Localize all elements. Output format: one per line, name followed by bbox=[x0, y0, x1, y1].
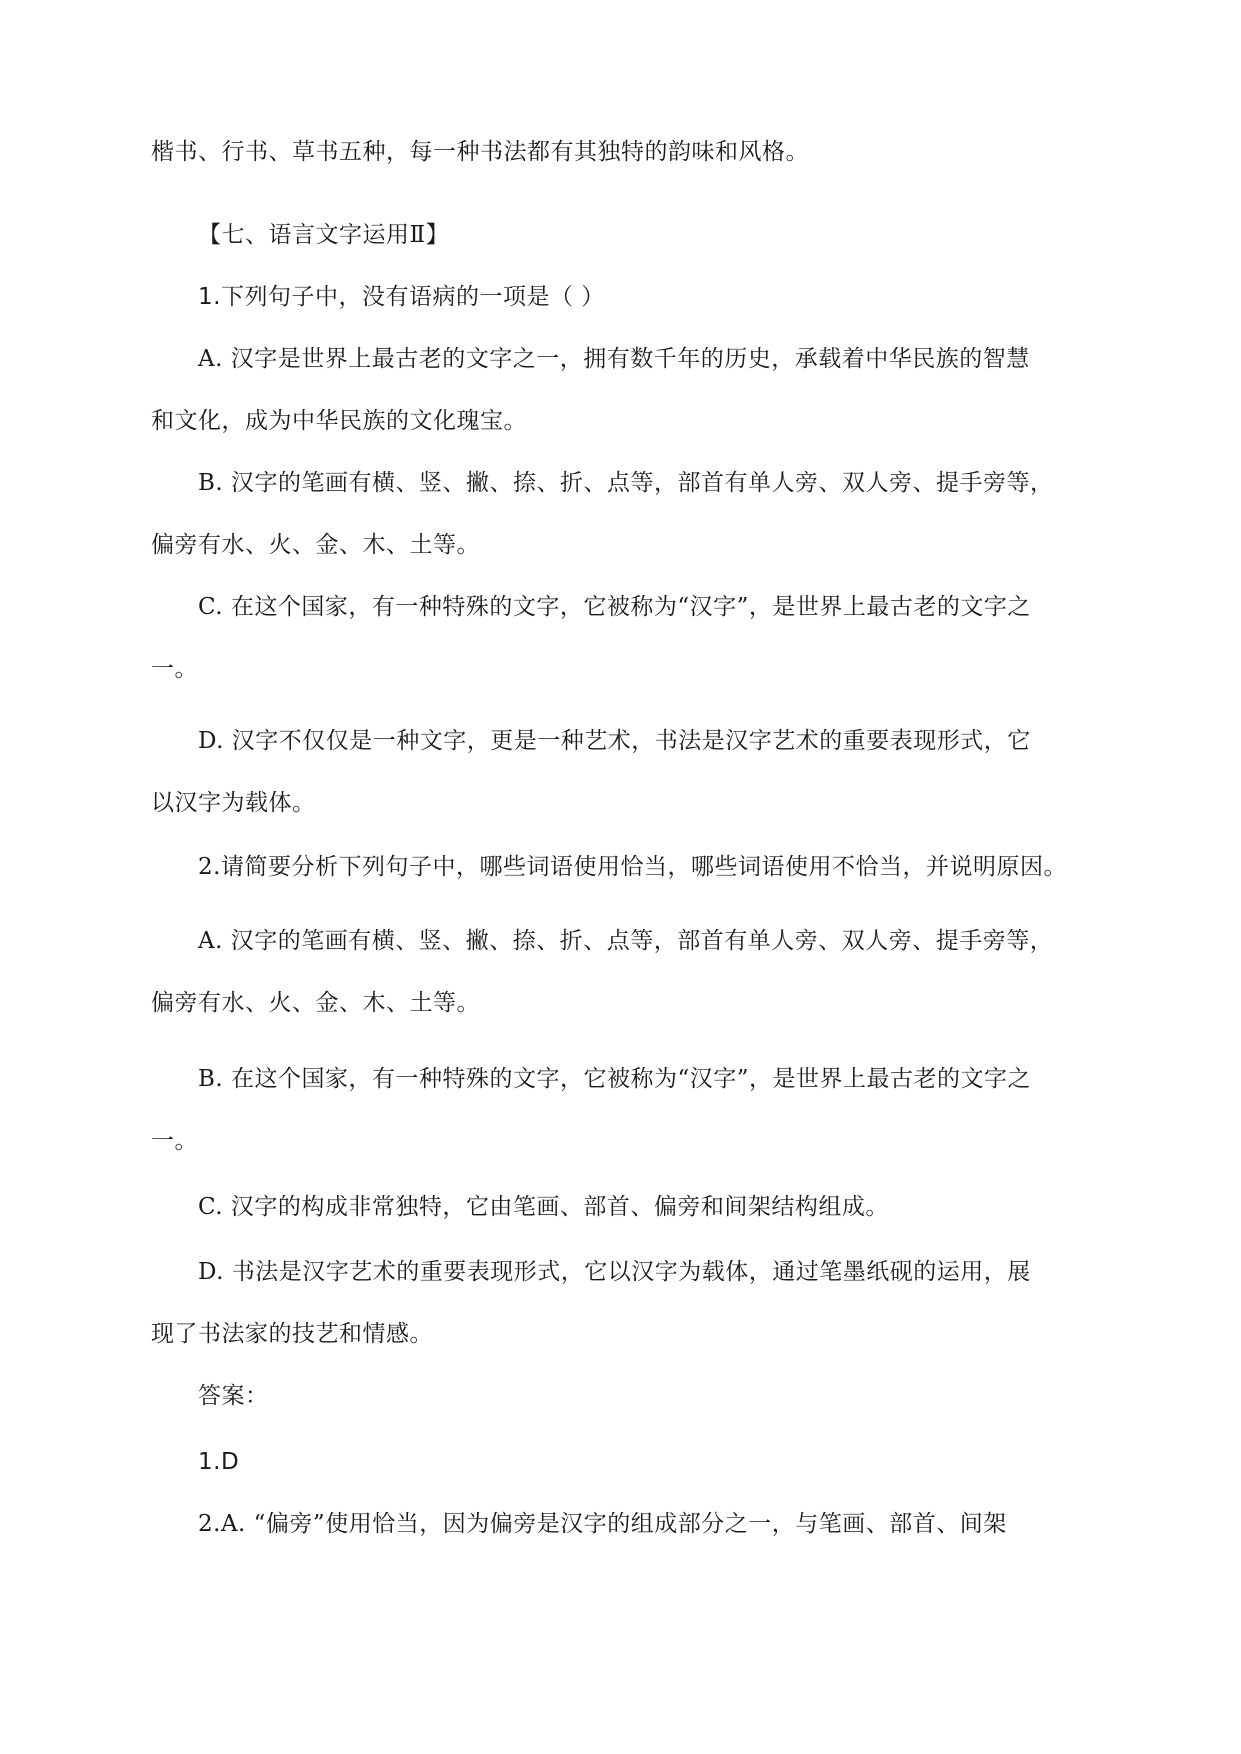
q2-option-c: C. 汉字的构成非常独特，它由笔画、部首、偏旁和间架结构组成。 bbox=[198, 1194, 889, 1220]
q2-option-a-cont: 偏旁有水、火、金、木、土等。 bbox=[151, 990, 480, 1016]
answer-heading: 答案： bbox=[198, 1383, 269, 1409]
q1-option-a: A. 汉字是世界上最古老的文字之一，拥有数千年的历史，承载着中华民族的智慧 bbox=[198, 346, 1030, 372]
q1-option-c-cont: 一。 bbox=[151, 656, 198, 682]
answer-2a: 2.A. “偏旁”使用恰当，因为偏旁是汉字的组成部分之一，与笔画、部首、间架 bbox=[198, 1511, 1007, 1537]
question-1-stem: 1.下列句子中，没有语病的一项是（ ） bbox=[198, 284, 605, 310]
question-2-stem: 2.请简要分析下列句子中，哪些词语使用恰当，哪些词语使用不恰当，并说明原因。 bbox=[198, 854, 1067, 880]
section-heading: 【七、语言文字运用Ⅱ】 bbox=[198, 222, 450, 248]
q1-option-d: D. 汉字不仅仅是一种文字，更是一种艺术，书法是汉字艺术的重要表现形式，它 bbox=[198, 728, 1031, 754]
q1-option-b-cont: 偏旁有水、火、金、木、土等。 bbox=[151, 532, 480, 558]
q2-option-d-cont: 现了书法家的技艺和情感。 bbox=[151, 1321, 433, 1347]
q1-option-b: B. 汉字的笔画有横、竖、撇、捺、折、点等，部首有单人旁、双人旁、提手旁等， bbox=[198, 470, 1054, 496]
q1-option-c: C. 在这个国家，有一种特殊的文字，它被称为“汉字”，是世界上最古老的文字之 bbox=[198, 594, 1031, 620]
q2-option-b-cont: 一。 bbox=[151, 1128, 198, 1154]
q1-option-d-cont: 以汉字为载体。 bbox=[151, 790, 316, 816]
q2-option-d: D. 书法是汉字艺术的重要表现形式，它以汉字为载体，通过笔墨纸砚的运用，展 bbox=[198, 1259, 1031, 1285]
q2-option-a: A. 汉字的笔画有横、竖、撇、捺、折、点等，部首有单人旁、双人旁、提手旁等， bbox=[198, 928, 1054, 954]
q1-option-a-cont: 和文化，成为中华民族的文化瑰宝。 bbox=[151, 408, 527, 434]
answer-1: 1.D bbox=[198, 1449, 240, 1475]
q2-option-b: B. 在这个国家，有一种特殊的文字，它被称为“汉字”，是世界上最古老的文字之 bbox=[198, 1066, 1032, 1092]
paragraph-line: 楷书、行书、草书五种，每一种书法都有其独特的韵味和风格。 bbox=[151, 139, 809, 165]
